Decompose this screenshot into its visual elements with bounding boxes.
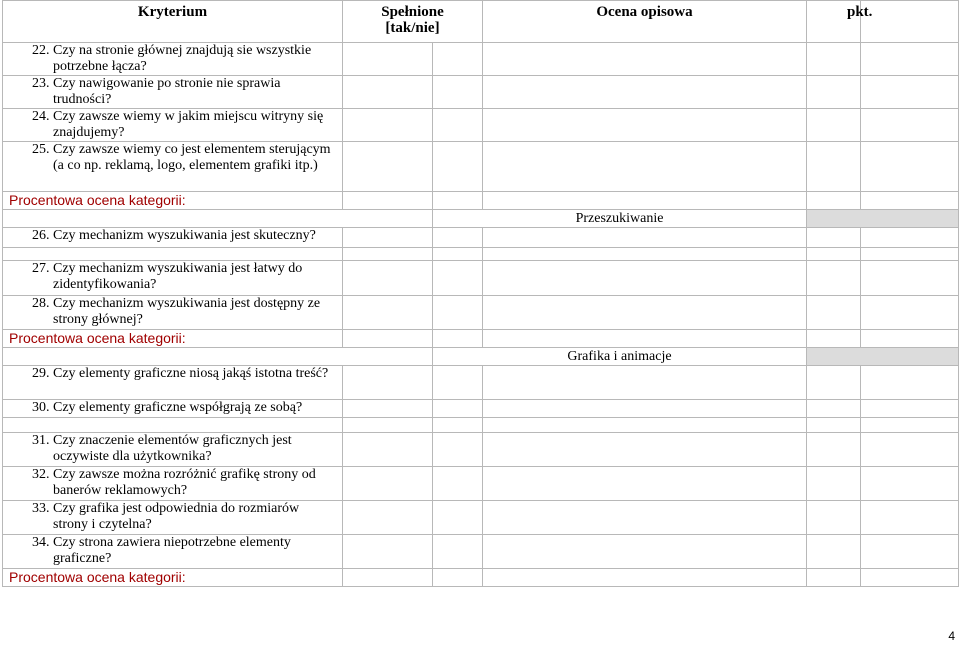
blank-cell <box>861 228 959 248</box>
blank-cell <box>861 76 959 109</box>
points-cell[interactable] <box>807 467 861 501</box>
question-number: 30. <box>32 400 50 415</box>
question-number: 33. <box>32 501 50 516</box>
assessment-cell[interactable] <box>483 228 807 248</box>
question-25 <box>3 142 343 192</box>
fulfilled-cell[interactable] <box>343 142 433 192</box>
question-number: 26. <box>32 228 50 243</box>
spacer-cell <box>343 418 433 433</box>
assessment-cell[interactable] <box>483 296 807 330</box>
question-text: Czy na stronie głównej znajdują sie wszystkie potrzebne łącza? <box>53 43 312 74</box>
fulfilled-cell[interactable] <box>433 228 483 248</box>
question-text: Czy zawsze wiemy co jest elementem sterującym (a co np. reklamą, logo, elementem grafiki itp.) <box>53 142 331 173</box>
header-row <box>3 1 959 43</box>
question-29 <box>3 366 343 400</box>
blank-cell <box>861 261 959 296</box>
fulfilled-cell[interactable] <box>433 400 483 418</box>
table-row <box>3 76 959 109</box>
question-text: Czy mechanizm wyszukiwania jest dostępny ze strony głównej? <box>53 296 321 327</box>
table-row <box>3 400 959 418</box>
fulfilled-cell[interactable] <box>343 535 433 569</box>
spacer-cell <box>343 248 433 261</box>
blank-cell <box>861 569 959 587</box>
assessment-header: Ocena opisowa <box>483 1 807 43</box>
assessment-cell[interactable] <box>483 43 807 76</box>
fulfilled-cell[interactable] <box>433 535 483 569</box>
question-number: 24. <box>32 109 50 124</box>
question-number: 29. <box>32 366 50 381</box>
evaluation-table <box>2 0 959 587</box>
page-number: 4 <box>948 629 955 643</box>
points-cell[interactable] <box>807 109 861 142</box>
fulfilled-cell[interactable] <box>433 192 483 210</box>
points-cell[interactable] <box>807 535 861 569</box>
blank-cell <box>861 535 959 569</box>
table-row <box>3 433 959 467</box>
points-cell[interactable] <box>807 142 861 192</box>
fulfilled-cell[interactable] <box>433 501 483 535</box>
question-28 <box>3 296 343 330</box>
category-score-row <box>3 192 959 210</box>
points-cell[interactable] <box>807 400 861 418</box>
fulfilled-cell[interactable] <box>343 296 433 330</box>
question-24 <box>3 109 343 142</box>
blank-cell <box>861 142 959 192</box>
fulfilled-cell[interactable] <box>433 467 483 501</box>
points-cell[interactable] <box>807 43 861 76</box>
question-31 <box>3 433 343 467</box>
fulfilled-cell[interactable] <box>433 366 483 400</box>
fulfilled-cell[interactable] <box>343 330 433 348</box>
spacer-cell <box>433 418 483 433</box>
blank-cell <box>861 400 959 418</box>
question-34 <box>3 535 343 569</box>
question-number: 27. <box>32 261 50 276</box>
assessment-cell[interactable] <box>483 535 807 569</box>
assessment-cell[interactable] <box>483 109 807 142</box>
assessment-cell[interactable] <box>483 142 807 192</box>
fulfilled-cell[interactable] <box>433 76 483 109</box>
points-cell[interactable] <box>807 296 861 330</box>
question-text: Czy zawsze można rozróżnić grafikę strony od banerów reklamowych? <box>53 467 316 498</box>
question-27 <box>3 261 343 296</box>
question-text: Czy mechanizm wyszukiwania jest skuteczny? <box>53 228 316 243</box>
assessment-cell[interactable] <box>483 192 807 210</box>
section-header-row <box>3 348 959 366</box>
fulfilled-cell[interactable] <box>343 109 433 142</box>
section-title-search: Przeszukiwanie <box>433 210 807 228</box>
table-row <box>3 467 959 501</box>
assessment-cell[interactable] <box>483 330 807 348</box>
section-spacer <box>3 210 433 228</box>
points-cell[interactable] <box>807 192 861 210</box>
assessment-cell[interactable] <box>483 76 807 109</box>
category-score-row <box>3 330 959 348</box>
category-score-label: Procentowa ocena kategorii: <box>3 192 343 210</box>
fulfilled-cell[interactable] <box>343 261 433 296</box>
question-22 <box>3 43 343 76</box>
fulfilled-cell[interactable] <box>343 76 433 109</box>
assessment-cell[interactable] <box>483 569 807 587</box>
blank-header <box>861 1 959 43</box>
spacer-cell <box>3 248 343 261</box>
blank-cell <box>861 192 959 210</box>
fulfilled-cell[interactable] <box>343 43 433 76</box>
question-26 <box>3 228 343 248</box>
question-number: 32. <box>32 467 50 482</box>
question-text: Czy mechanizm wyszukiwania jest łatwy do zidentyfikowania? <box>53 261 303 292</box>
spacer-cell <box>861 248 959 261</box>
blank-cell <box>861 330 959 348</box>
section-band <box>807 348 959 366</box>
fulfilled-cell[interactable] <box>343 192 433 210</box>
fulfilled-cell[interactable] <box>343 501 433 535</box>
fulfilled-cell[interactable] <box>433 433 483 467</box>
fulfilled-header-line1: Spełnione <box>381 4 444 20</box>
question-23 <box>3 76 343 109</box>
spacer-cell <box>433 248 483 261</box>
fulfilled-cell[interactable] <box>343 400 433 418</box>
section-title-graphics: Grafika i animacje <box>433 348 807 366</box>
question-text: Czy zawsze wiemy w jakim miejscu witryny się znajdujemy? <box>53 109 324 140</box>
fulfilled-cell[interactable] <box>433 109 483 142</box>
question-text: Czy elementy graficzne niosą jakąś istotna treść? <box>53 366 329 381</box>
question-number: 28. <box>32 296 50 311</box>
assessment-cell[interactable] <box>483 467 807 501</box>
question-text: Czy nawigowanie po stronie nie sprawia trudności? <box>53 76 281 107</box>
fulfilled-header-line2: [tak/nie] <box>385 20 440 36</box>
table-row <box>3 261 959 296</box>
blank-cell <box>861 501 959 535</box>
points-cell[interactable] <box>807 366 861 400</box>
table-row <box>3 535 959 569</box>
fulfilled-cell[interactable] <box>343 467 433 501</box>
fulfilled-cell[interactable] <box>433 569 483 587</box>
category-score-row <box>3 569 959 587</box>
question-text: Czy elementy graficzne współgrają ze sobą? <box>53 400 303 415</box>
question-text: Czy strona zawiera niepotrzebne elementy graficzne? <box>53 535 291 566</box>
fulfilled-cell[interactable] <box>433 43 483 76</box>
spacer-cell <box>483 248 807 261</box>
fulfilled-cell[interactable] <box>433 296 483 330</box>
spacer-cell <box>483 418 807 433</box>
spacer-row <box>3 248 959 261</box>
blank-cell <box>861 43 959 76</box>
blank-cell <box>861 109 959 142</box>
points-cell[interactable] <box>807 330 861 348</box>
blank-cell <box>861 296 959 330</box>
blank-cell <box>861 467 959 501</box>
table-row <box>3 228 959 248</box>
blank-cell <box>861 433 959 467</box>
assessment-cell[interactable] <box>483 400 807 418</box>
blank-cell <box>861 366 959 400</box>
question-number: 23. <box>32 76 50 91</box>
question-number: 25. <box>32 142 50 157</box>
table-row <box>3 43 959 76</box>
fulfilled-cell[interactable] <box>433 330 483 348</box>
points-cell[interactable] <box>807 433 861 467</box>
question-32 <box>3 467 343 501</box>
assessment-cell[interactable] <box>483 366 807 400</box>
question-number: 22. <box>32 43 50 58</box>
points-cell[interactable] <box>807 228 861 248</box>
question-number: 31. <box>32 433 50 448</box>
table-row <box>3 366 959 400</box>
question-text: Czy grafika jest odpowiednia do rozmiarów strony i czytelna? <box>53 501 300 532</box>
table-row <box>3 142 959 192</box>
table-row <box>3 109 959 142</box>
fulfilled-cell[interactable] <box>433 142 483 192</box>
question-33 <box>3 501 343 535</box>
fulfilled-cell[interactable] <box>433 261 483 296</box>
fulfilled-header <box>343 1 483 43</box>
fulfilled-cell[interactable] <box>343 433 433 467</box>
table-row <box>3 296 959 330</box>
question-text: Czy znaczenie elementów graficznych jest oczywiste dla użytkownika? <box>53 433 292 464</box>
points-cell[interactable] <box>807 76 861 109</box>
assessment-cell[interactable] <box>483 261 807 296</box>
section-band <box>807 210 959 228</box>
spacer-cell <box>807 418 861 433</box>
category-score-label: Procentowa ocena kategorii: <box>3 569 343 587</box>
question-number: 34. <box>32 535 50 550</box>
fulfilled-cell[interactable] <box>343 366 433 400</box>
points-cell[interactable] <box>807 569 861 587</box>
points-cell[interactable] <box>807 261 861 296</box>
assessment-cell[interactable] <box>483 433 807 467</box>
table-row <box>3 501 959 535</box>
criterion-header: Kryterium <box>3 1 343 43</box>
spacer-cell <box>807 248 861 261</box>
assessment-cell[interactable] <box>483 501 807 535</box>
fulfilled-cell[interactable] <box>343 569 433 587</box>
spacer-cell <box>861 418 959 433</box>
points-header: pkt. <box>807 1 861 43</box>
fulfilled-cell[interactable] <box>343 228 433 248</box>
section-header-row <box>3 210 959 228</box>
section-spacer <box>3 348 433 366</box>
spacer-row <box>3 418 959 433</box>
points-cell[interactable] <box>807 501 861 535</box>
spacer-cell <box>3 418 343 433</box>
question-30 <box>3 400 343 418</box>
category-score-label: Procentowa ocena kategorii: <box>3 330 343 348</box>
